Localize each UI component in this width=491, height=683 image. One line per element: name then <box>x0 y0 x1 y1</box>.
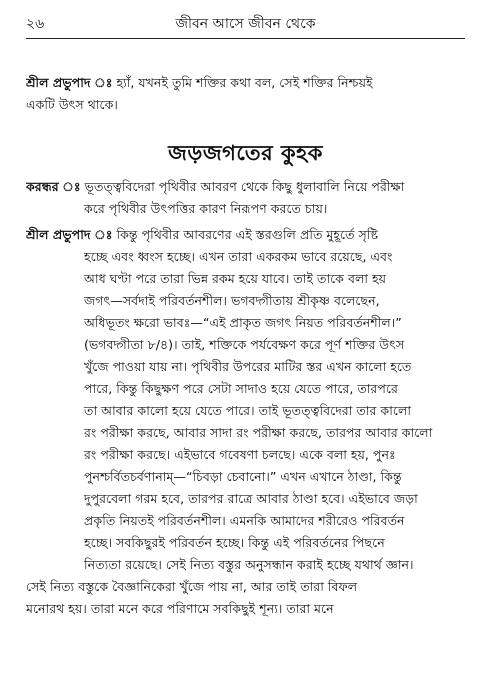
paragraph-line <box>26 72 463 94</box>
intro-paragraph <box>26 72 463 116</box>
dialogue-paragraph <box>26 176 463 220</box>
header-divider <box>26 38 465 39</box>
dialogue-paragraph <box>26 224 463 620</box>
paragraph-line: তা আবার কালো হয়ে যেতে পারে। তাই ভূতত্ত্ববিদেরা তার কালো <box>84 403 411 418</box>
paragraph-line: সেই নিত্য বস্তুকে বৈজ্ঞানিকেরা খুঁজে পায় না, আর তাই তারা বিফল <box>26 579 358 594</box>
paragraph-line <box>26 176 463 198</box>
speaker-label: শ্রীল প্রভুপাদ ঃ <box>26 227 113 242</box>
paragraph-line: রং পরীক্ষা করছে। এইভাবে গবেষণা চলছে। একে বলা হয়, পুনঃ <box>84 447 396 462</box>
paragraph-line: একটি উৎস থাকে। <box>26 97 118 112</box>
line-text: কিন্তু পৃথিবীর আবরণের এই স্তরগুলি প্রতি মুহূর্তে সৃষ্টি <box>116 227 378 242</box>
page-header <box>26 10 465 36</box>
paragraph-line: (ভগবদ্গীতা ৮/৪)। তাই, শক্তিকে পর্যবেক্ষণ করে পূর্ণ শক্তির উৎস <box>84 337 405 352</box>
paragraph-line: করে পৃথিবীর উৎপত্তির কারণ নিরূপণ করতে চায়। <box>84 201 328 216</box>
paragraph-line: নিত্যতা রয়েছে। সেই নিত্য বস্তুর অনুসন্ধান করাই হচ্ছে যথার্থ জ্ঞান। <box>84 557 414 572</box>
paragraph-line <box>26 224 463 246</box>
paragraph-line: জগৎ—সর্বদাই পরিবর্তনশীল। ভগবদ্গীতায় শ্রীকৃষ্ণ বলেছেন, <box>84 293 380 308</box>
line-text: হ্যাঁ, যখনই তুমি শক্তির কথা বল, সেই শক্তির নিশ্চয়ই <box>116 75 373 90</box>
paragraph-line: হচ্ছে। সবকিছুরই পরিবর্তন হচ্ছে। কিন্তু এই পরিবর্তনের পিছনে <box>84 535 385 550</box>
line-text: ভূতত্ত্ববিদেরা পৃথিবীর আবরণ থেকে কিছু ধুলাবালি নিয়ে পরীক্ষা <box>84 179 405 194</box>
paragraph-line: দুপুরবেলা গরম হবে, তারপর রাত্রে আবার ঠাণ্ডা হবে। এইভাবে জড়া <box>84 491 418 506</box>
section-heading: জড়জগতের কুহক <box>168 141 323 165</box>
speaker-label: শ্রীল প্রভুপাদ ঃ <box>26 75 113 90</box>
paragraph-line: আধ ঘণ্টা পরে তারা ভিন্ন রকম হয়ে যাবে। তাই তাকে বলা হয় <box>84 271 387 286</box>
paragraph-line: রং পরীক্ষা করছে, আবার সাদা রং পরীক্ষা করছে, তারপর আবার কালো <box>84 425 433 440</box>
speaker-label: করন্ধর ঃ <box>26 179 81 194</box>
paragraph-line: মনোরথ হয়। তারা মনে করে পরিণামে সবকিছুই শূন্য। তারা মনে <box>26 601 334 616</box>
page-number: ২৬ <box>26 16 45 32</box>
paragraph-line: পারে, কিন্তু কিছুক্ষণ পরে সেটা সাদাও হয়ে যেতে পারে, তারপরে <box>84 381 398 396</box>
paragraph-line: হচ্ছে এবং ধ্বংস হচ্ছে। এখন তারা একরকম ভাবে রয়েছে, এবং <box>84 249 393 264</box>
paragraph-line: খুঁজে পাওয়া যায় না। পৃথিবীর উপরের মাটির স্তর এখন কালো হতে <box>84 359 412 374</box>
running-title: জীবন আসে জীবন থেকে <box>175 16 316 32</box>
paragraph-line: পুনশ্চর্বিতচর্বণানাম্—“চিবড়া চেবানো।” এখন এখানে ঠাণ্ডা, কিন্তু <box>84 469 402 484</box>
paragraph-line: প্রকৃতি নিয়তই পরিবর্তনশীল। এমনকি আমাদের শরীরেও পরিবর্তন <box>84 513 405 528</box>
paragraph-line: অধিভূতং ক্ষরো ভাবঃ—“এই প্রাকৃত জগৎ নিয়ত পরিবর্তনশীল।” <box>84 315 402 330</box>
